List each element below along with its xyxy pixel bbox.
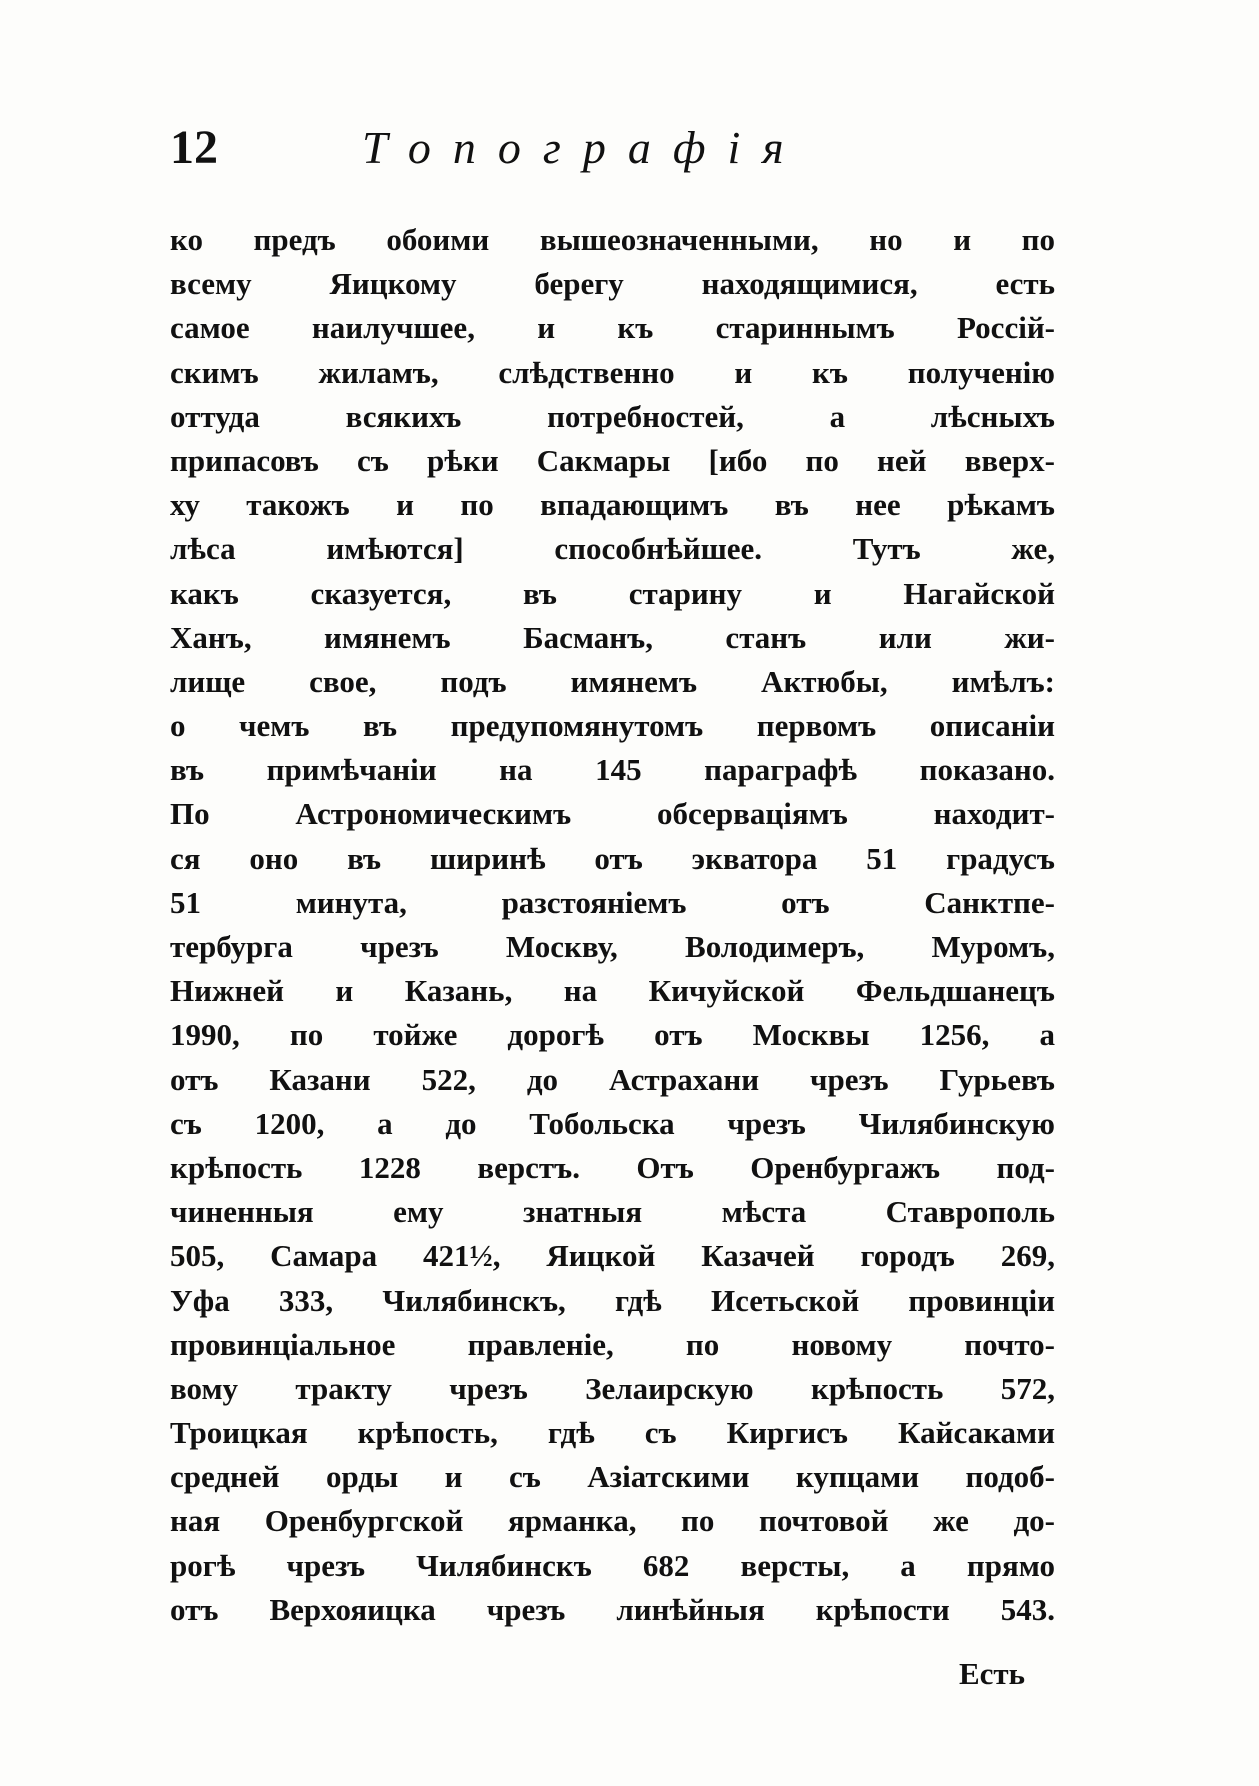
text-line: провинціальное правленіе, по новому почто- xyxy=(170,1326,1055,1362)
text-line: ху такожъ и по впадающимъ въ нее рѣкамъ xyxy=(170,487,1055,523)
text-line: тербурга чрезъ Москву, Володимеръ, Муромъ, xyxy=(170,929,1055,964)
text-line: Троицкая крѣпость, гдѣ съ Киргисъ Кайсаками xyxy=(170,1415,1055,1451)
text-line: всему Яицкому берегу находящимися, есть xyxy=(170,266,1055,302)
text-line: 51 минута, разстояніемъ отъ Санктпе- xyxy=(170,884,1055,920)
text-line: Ханъ, имянемъ Басманъ, станъ или жи- xyxy=(170,619,1055,655)
running-head: Топографія xyxy=(362,122,806,173)
text-line: лѣса имѣются] способнѣйшее. Тутъ же, xyxy=(170,531,1055,567)
text-line: крѣпость 1228 верстъ. Отъ Оренбургажъ под- xyxy=(170,1149,1055,1185)
text-line: ная Оренбургской ярманка, по почтовой же до- xyxy=(170,1503,1055,1539)
text-line: припасовъ съ рѣки Сакмары [ибо по ней вверх- xyxy=(170,442,1055,478)
page-header xyxy=(170,118,1070,188)
text-line: скимъ жиламъ, слѣдственно и къ полученію xyxy=(170,354,1055,390)
page-number: 12 xyxy=(170,121,218,174)
text-line: въ примѣчаніи на 145 параграфѣ показано. xyxy=(170,752,1055,788)
text-line: средней орды и съ Азіатскими купцами подоб- xyxy=(170,1459,1055,1495)
catchword: Есть xyxy=(958,1656,1025,1691)
text-line: рогѣ чрезъ Чилябинскъ 682 версты, а прямо xyxy=(170,1547,1055,1583)
text-line: какъ сказуется, въ старину и Нагайской xyxy=(170,575,1055,611)
text-line: лище свое, подъ имянемъ Актюбы, имѣлъ: xyxy=(170,663,1055,699)
text-line: вому тракту чрезъ Зелаирскую крѣпость 572, xyxy=(170,1370,1055,1406)
text-line: самое наилучшее, и къ стариннымъ Россій- xyxy=(170,310,1055,346)
text-line: съ 1200, а до Тобольска чрезъ Чилябинскую xyxy=(170,1105,1055,1141)
body-text xyxy=(170,218,1055,1632)
text-line: ся оно въ ширинѣ отъ экватора 51 градусъ xyxy=(170,840,1055,876)
text-line: о чемъ въ предупомянутомъ первомъ описаніи xyxy=(170,708,1055,744)
text-line: отъ Казани 522, до Астрахани чрезъ Гурьевъ xyxy=(170,1061,1055,1097)
text-line: По Астрономическимъ обсерваціямъ находит- xyxy=(170,796,1055,832)
text-line: 505, Самара 421½, Яицкой Казачей городъ 269, xyxy=(170,1238,1055,1274)
text-line: оттуда всякихъ потребностей, а лѣсныхъ xyxy=(170,398,1055,434)
text-line: отъ Верхояицка чрезъ линѣйныя крѣпости 543. xyxy=(170,1591,1055,1627)
text-line: Нижней и Казань, на Кичуйской Фельдшанецъ xyxy=(170,973,1055,1009)
text-line: 1990, по тойже дорогѣ отъ Москвы 1256, а xyxy=(170,1017,1055,1053)
text-line: ко предъ обоими вышеозначенными, но и по xyxy=(170,222,1055,257)
text-line: Уфа 333, Чилябинскъ, гдѣ Исетьской провинціи xyxy=(170,1282,1055,1318)
text-line: чиненныя ему знатныя мѣста Ставрополь xyxy=(170,1194,1055,1230)
